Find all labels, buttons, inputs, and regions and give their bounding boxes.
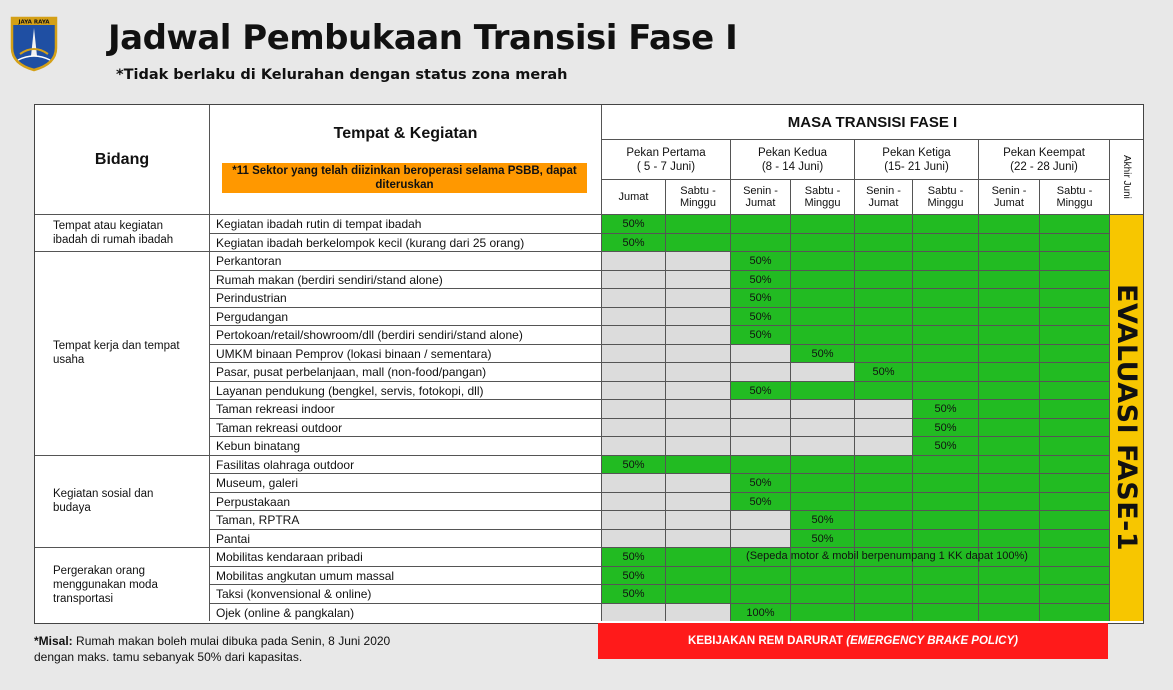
schedule-cell (601, 270, 665, 289)
schedule-cell (601, 399, 665, 418)
group-cell: Pergerakan orang menggunakan moda transportasi (35, 547, 209, 621)
percentage-cell: 50% (601, 566, 665, 585)
page-subtitle: *Tidak berlaku di Kelurahan dengan status zona merah (116, 67, 568, 83)
activity-label: Mobilitas kendaraan pribadi (209, 547, 601, 566)
schedule-cell (790, 418, 854, 437)
schedule-cell (978, 566, 1039, 585)
schedule-cell (854, 307, 912, 326)
schedule-cell (1039, 399, 1109, 418)
schedule-cell (854, 233, 912, 252)
schedule-cell (912, 473, 978, 492)
schedule-cell (978, 529, 1039, 548)
activity-label: Layanan pendukung (bengkel, servis, fotokopi, dll) (209, 381, 601, 400)
schedule-cell (912, 510, 978, 529)
subcol-header: Jumat (601, 179, 665, 214)
schedule-cell (912, 603, 978, 622)
schedule-cell (730, 584, 790, 603)
schedule-cell (665, 344, 730, 363)
schedule-cell (978, 436, 1039, 455)
schedule-cell (601, 436, 665, 455)
week-dates: (15- 21 Juni) (884, 160, 949, 173)
schedule-cell (665, 418, 730, 437)
schedule-cell (665, 233, 730, 252)
schedule-cell (665, 529, 730, 548)
week-dates: ( 5 - 7 Juni) (636, 160, 696, 173)
week-header-3 (854, 139, 978, 179)
schedule-cell (978, 473, 1039, 492)
schedule-cell (1039, 344, 1109, 363)
schedule-cell (790, 455, 854, 474)
percentage-cell: 50% (601, 584, 665, 603)
schedule-cell (854, 492, 912, 511)
akhir-juni-header (1109, 139, 1143, 214)
schedule-cell (854, 584, 912, 603)
schedule-cell (790, 603, 854, 622)
schedule-cell (601, 307, 665, 326)
week-dates: (8 - 14 Juni) (761, 160, 824, 173)
percentage-cell: 50% (730, 288, 790, 307)
schedule-cell (790, 473, 854, 492)
schedule-cell (1039, 529, 1109, 548)
schedule-cell (978, 325, 1039, 344)
emergency-brake-text: KEBIJAKAN REM DARURAT (688, 635, 844, 647)
footnote-bold: *Misal: (34, 634, 73, 648)
schedule-cell (978, 251, 1039, 270)
schedule-cell (978, 233, 1039, 252)
schedule-cell (1039, 492, 1109, 511)
schedule-cell (790, 584, 854, 603)
schedule-cell (790, 492, 854, 511)
schedule-cell (912, 566, 978, 585)
schedule-cell (790, 251, 854, 270)
schedule-cell (912, 214, 978, 233)
schedule-cell (1039, 362, 1109, 381)
percentage-cell: 50% (601, 455, 665, 474)
percentage-cell: 50% (730, 251, 790, 270)
subcol-header: Senin - Jumat (854, 179, 912, 214)
akhir-juni-label: Akhir Juni (1121, 155, 1132, 199)
week-name: Pekan Keempat (1003, 146, 1085, 159)
schedule-cell (912, 362, 978, 381)
schedule-cell (1039, 473, 1109, 492)
schedule-cell (1039, 566, 1109, 585)
percentage-cell: 50% (790, 510, 854, 529)
subcol-header: Sabtu - Minggu (665, 179, 730, 214)
schedule-cell (665, 307, 730, 326)
schedule-cell (665, 566, 730, 585)
schedule-cell (665, 473, 730, 492)
schedule-cell (665, 288, 730, 307)
schedule-cell (912, 288, 978, 307)
schedule-cell (978, 214, 1039, 233)
activity-label: Rumah makan (berdiri sendiri/stand alone) (209, 270, 601, 289)
activity-label: Mobilitas angkutan umum massal (209, 566, 601, 585)
activity-label: Museum, galeri (209, 473, 601, 492)
activity-label: Pantai (209, 529, 601, 548)
activity-label: Kegiatan ibadah rutin di tempat ibadah (209, 214, 601, 233)
percentage-cell: 50% (730, 270, 790, 289)
emergency-brake-banner (598, 623, 1108, 659)
schedule-cell (730, 214, 790, 233)
subcol-header: Sabtu - Minggu (790, 179, 854, 214)
schedule-cell (1039, 418, 1109, 437)
schedule-cell (912, 251, 978, 270)
tempat-header-label: Tempat & Kegiatan (333, 125, 478, 142)
schedule-cell (601, 603, 665, 622)
masa-transisi-header: MASA TRANSISI FASE I (601, 105, 1143, 139)
activity-label: Taman rekreasi outdoor (209, 418, 601, 437)
schedule-cell (601, 288, 665, 307)
schedule-cell (665, 584, 730, 603)
schedule-cell (912, 325, 978, 344)
schedule-cell (978, 455, 1039, 474)
percentage-cell: 50% (790, 529, 854, 548)
activity-label: Taman, RPTRA (209, 510, 601, 529)
week-name: Pekan Kedua (757, 146, 828, 159)
schedule-cell (912, 455, 978, 474)
schedule-cell (601, 251, 665, 270)
activity-label: Kebun binatang (209, 436, 601, 455)
schedule-cell (601, 510, 665, 529)
schedule-cell (912, 307, 978, 326)
schedule-cell (854, 510, 912, 529)
schedule-cell (978, 307, 1039, 326)
footnote-line2: dengan maks. tamu sebanyak 50% dari kapasitas. (34, 650, 303, 664)
week-name: Pekan Pertama (626, 146, 706, 159)
evaluasi-label: EVALUASI FASE-1 (1111, 284, 1142, 552)
schedule-cell (854, 473, 912, 492)
schedule-cell (665, 251, 730, 270)
schedule-cell (978, 362, 1039, 381)
subcol-header: Senin - Jumat (978, 179, 1039, 214)
week-dates: (22 - 28 Juni) (1010, 160, 1078, 173)
bidang-header (35, 105, 209, 214)
percentage-cell: 50% (730, 473, 790, 492)
week-name: Pekan Ketiga (882, 146, 951, 159)
schedule-cell (978, 399, 1039, 418)
schedule-cell (790, 399, 854, 418)
schedule-cell (730, 418, 790, 437)
schedule-cell (665, 492, 730, 511)
schedule-cell (854, 288, 912, 307)
group-cell: Tempat kerja dan tempat usaha (35, 251, 209, 455)
percentage-cell: 50% (912, 436, 978, 455)
emergency-brake-italic: (EMERGENCY BRAKE POLICY) (846, 635, 1018, 647)
schedule-cell (790, 436, 854, 455)
schedule-cell (854, 566, 912, 585)
schedule-cell (790, 307, 854, 326)
activity-label: Perindustrian (209, 288, 601, 307)
schedule-cell (1039, 288, 1109, 307)
schedule-cell (790, 214, 854, 233)
week-header-4 (978, 139, 1109, 179)
activity-label: Taksi (konvensional & online) (209, 584, 601, 603)
schedule-cell (912, 584, 978, 603)
schedule-cell (854, 436, 912, 455)
percentage-cell: 50% (790, 344, 854, 363)
activity-label: Fasilitas olahraga outdoor (209, 455, 601, 474)
schedule-cell (665, 399, 730, 418)
schedule-cell (978, 492, 1039, 511)
schedule-cell (730, 455, 790, 474)
percentage-cell: 50% (730, 492, 790, 511)
schedule-cell (665, 510, 730, 529)
schedule-cell (854, 325, 912, 344)
schedule-cell (790, 270, 854, 289)
schedule-cell (665, 325, 730, 344)
schedule-cell (854, 251, 912, 270)
schedule-cell (854, 214, 912, 233)
page-title: Jadwal Pembukaan Transisi Fase I (108, 18, 738, 58)
week-header-2 (730, 139, 854, 179)
schedule-cell (1039, 233, 1109, 252)
schedule-cell (854, 455, 912, 474)
schedule-cell (1039, 381, 1109, 400)
schedule-cell (730, 436, 790, 455)
schedule-cell (978, 418, 1039, 437)
schedule-cell (601, 325, 665, 344)
activity-label: Pergudangan (209, 307, 601, 326)
schedule-cell (601, 344, 665, 363)
schedule-cell (912, 233, 978, 252)
schedule-cell (790, 362, 854, 381)
footnote (34, 633, 390, 665)
schedule-cell (912, 492, 978, 511)
schedule-cell (1039, 214, 1109, 233)
schedule-cell (978, 344, 1039, 363)
percentage-cell: 50% (601, 214, 665, 233)
schedule-cell (978, 510, 1039, 529)
schedule-cell (601, 529, 665, 548)
schedule-cell (665, 381, 730, 400)
footnote-line1: Rumah makan boleh mulai dibuka pada Senin, 8 Juni 2020 (72, 634, 391, 648)
schedule-cell (854, 381, 912, 400)
operating-sectors-note: *11 Sektor yang telah diizinkan beroperasi selama PSBB, dapat diteruskan (222, 163, 587, 193)
schedule-cell (854, 344, 912, 363)
schedule-cell (978, 381, 1039, 400)
schedule-cell (601, 473, 665, 492)
schedule-cell (601, 492, 665, 511)
schedule-cell (601, 381, 665, 400)
schedule-cell (790, 381, 854, 400)
schedule-cell (601, 362, 665, 381)
schedule-cell (1039, 270, 1109, 289)
private-vehicle-note: (Sepeda motor & mobil berpenumpang 1 KK dapat 100%) (746, 550, 1028, 562)
jakarta-emblem-icon (8, 14, 60, 72)
percentage-cell: 50% (854, 362, 912, 381)
schedule-cell (978, 270, 1039, 289)
schedule-cell (854, 603, 912, 622)
schedule-cell (790, 325, 854, 344)
activity-label: UMKM binaan Pemprov (lokasi binaan / sementara) (209, 344, 601, 363)
activity-label: Pasar, pusat perbelanjaan, mall (non-food/pangan) (209, 362, 601, 381)
schedule-cell (730, 344, 790, 363)
schedule-cell (1039, 455, 1109, 474)
percentage-cell: 50% (730, 381, 790, 400)
schedule-cell (1039, 251, 1109, 270)
subcol-header: Senin - Jumat (730, 179, 790, 214)
activity-label: Perpustakaan (209, 492, 601, 511)
schedule-cell (665, 603, 730, 622)
activity-label: Kegiatan ibadah berkelompok kecil (kurang dari 25 orang) (209, 233, 601, 252)
schedule-cell (665, 455, 730, 474)
activity-label: Perkantoran (209, 251, 601, 270)
percentage-cell: 50% (730, 307, 790, 326)
schedule-cell (912, 344, 978, 363)
schedule-cell (1039, 307, 1109, 326)
schedule-cell (730, 399, 790, 418)
bidang-header-label: Bidang (94, 150, 150, 168)
percentage-cell: 50% (912, 418, 978, 437)
schedule-cell (1039, 584, 1109, 603)
schedule-cell (601, 418, 665, 437)
schedule-cell (730, 362, 790, 381)
schedule-cell (854, 418, 912, 437)
schedule-cell (665, 436, 730, 455)
schedule-cell (1039, 436, 1109, 455)
tempat-header (209, 105, 601, 214)
percentage-cell: 50% (730, 325, 790, 344)
schedule-cell (665, 214, 730, 233)
schedule-cell (1039, 325, 1109, 344)
activity-label: Pertokoan/retail/showroom/dll (berdiri sendiri/stand alone) (209, 325, 601, 344)
schedule-cell (912, 270, 978, 289)
evaluasi-column (1109, 214, 1143, 621)
schedule-cell (665, 270, 730, 289)
schedule-cell (854, 270, 912, 289)
schedule-cell (730, 233, 790, 252)
percentage-cell: 100% (730, 603, 790, 622)
activity-label: Ojek (online & pangkalan) (209, 603, 601, 622)
percentage-cell: 50% (601, 547, 665, 566)
schedule-cell (978, 584, 1039, 603)
schedule-cell (978, 603, 1039, 622)
activity-label: Taman rekreasi indoor (209, 399, 601, 418)
schedule-cell (854, 399, 912, 418)
schedule-cell (1039, 510, 1109, 529)
schedule-cell (912, 529, 978, 548)
group-cell: Tempat atau kegiatan ibadah di rumah ibadah (35, 214, 209, 251)
schedule-cell (665, 362, 730, 381)
schedule-cell (790, 233, 854, 252)
schedule-cell (854, 529, 912, 548)
schedule-cell (730, 566, 790, 585)
group-cell: Kegiatan sosial dan budaya (35, 455, 209, 548)
schedule-cell (790, 288, 854, 307)
schedule-cell (978, 288, 1039, 307)
schedule-cell (1039, 603, 1109, 622)
subcol-header: Sabtu - Minggu (1039, 179, 1109, 214)
percentage-cell: 50% (601, 233, 665, 252)
logo-text: JAYA RAYA (18, 19, 50, 26)
percentage-cell: 50% (912, 399, 978, 418)
schedule-cell (790, 566, 854, 585)
schedule-cell (912, 381, 978, 400)
schedule-table (34, 104, 1144, 624)
subcol-header: Sabtu - Minggu (912, 179, 978, 214)
schedule-cell (730, 510, 790, 529)
schedule-cell (730, 529, 790, 548)
week-header-1 (601, 139, 730, 179)
